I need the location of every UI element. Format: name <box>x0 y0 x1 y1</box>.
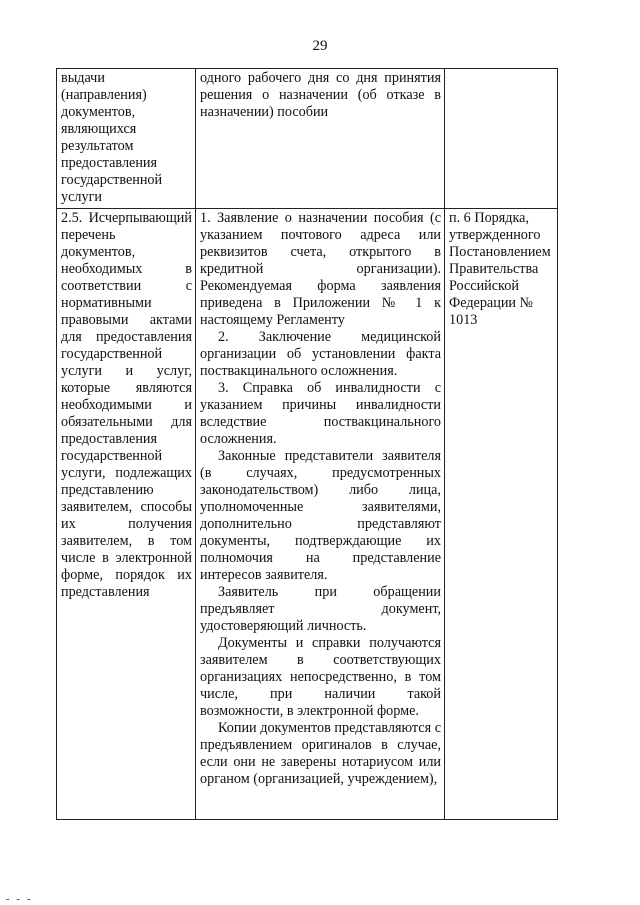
cell-text: п. 6 Порядка, утвержденного Постановлением Правительства Российской Федерации № 1013 <box>449 210 551 328</box>
page-number: 29 <box>312 38 328 54</box>
cell-paragraph: 2. Заключение медицинской организации об установлении факта поствакцинального осложнения. <box>200 329 441 379</box>
document-table <box>56 68 558 820</box>
cell-text: одного рабочего дня со дня принятия решения о назначении (об отказе в назначении) пособии <box>200 70 441 120</box>
table-cell-process-step <box>57 69 196 209</box>
table-row <box>57 69 558 209</box>
cell-text: 2.5. Исчерпывающий перечень документов, необходимых в соответствии с нормативными правовыми актами для предоставления государственной услуги и услуг, которые являются необходимыми и обязательными для предоставления государственной услуги, подлежащих представлению заявителем, способы их получения заявителем, в том числе в электронной форме, порядок их представления <box>61 210 192 600</box>
cell-paragraph: 1. Заявление о назначении пособия (с указанием почтового адреса или реквизитов счета, открытого в кредитной организации). Рекомендуемая форма заявления приведена в Приложении № 1 к настоящему Регламенту <box>200 210 441 328</box>
table-cell-legal-basis <box>445 69 558 209</box>
table-cell-term <box>196 69 445 209</box>
table-cell-description <box>196 209 445 820</box>
cell-paragraph: Заявитель при обращении предъявляет документ, удостоверяющий личность. <box>200 584 441 634</box>
footer-mark: - - - <box>6 893 33 905</box>
cell-paragraph: Копии документов представляются с предъявлением оригиналов в случае, если они не заверены нотариусом или органом (организацией, учреждением), <box>200 720 441 787</box>
table-cell-process-step <box>57 209 196 820</box>
cell-text: выдачи (направления) документов, являющихся результатом предоставления государственной услуги <box>61 70 163 205</box>
cell-paragraph: Документы и справки получаются заявителем в соответствующих организациях непосредственно, в том числе, при наличии такой возможности, в электронной форме. <box>200 635 441 719</box>
table-row <box>57 209 558 820</box>
cell-paragraph: Законные представители заявителя (в случаях, предусмотренных законодательством) либо лица, уполномоченные заявителями, дополнительно представляют документы, подтверждающие их полномочия на представление интересов заявителя. <box>200 448 441 583</box>
table-cell-legal-basis <box>445 209 558 820</box>
cell-paragraph: 3. Справка об инвалидности с указанием причины инвалидности вследствие поствакцинального осложнения. <box>200 380 441 447</box>
